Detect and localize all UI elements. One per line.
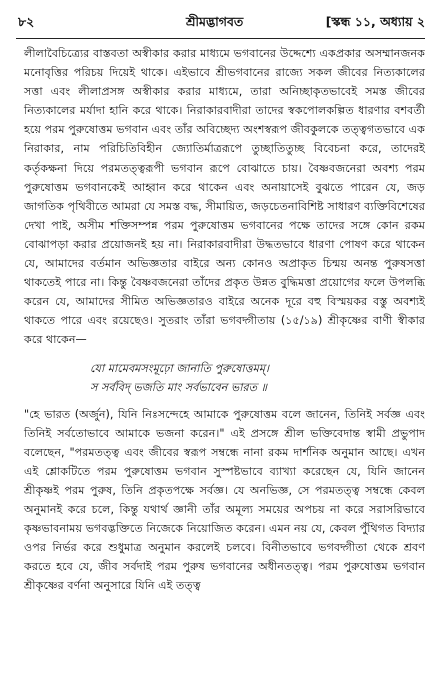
header-rule <box>16 38 425 39</box>
paragraph: "হে ভারত (অর্জুন), যিনি নিঃসন্দেহে আমাকে পুরুষোত্তম বলে জানেন, তিনিই সর্বজ্ঞ এবং তিনিই সর্বতোভাবে আমাকে ভজনা করেন।" এই প্রসঙ্গে শ্রীল ভক্তিবেদান্ত স্বামী প্রভুপাদ বলেছেন, "পরমতত্ত্ব এবং জীবের স্বরূপ সম্বন্ধে নানা রকম দার্শনিক অনুমান আছে। এখন এই শ্লোকটিতে পরম পুরুষোত্তম ভগবান সুস্পষ্টভাবে ব্যাখ্যা করেছেন যে, যিনি জানেন শ্রীকৃষ্ণই পরম পুরুষ, তিনি প্রকৃতপক্ষে সর্বজ্ঞ। যে অনভিজ্ঞ, সে পরমতত্ত্ব সম্বন্ধে কেবল অনুমানই করে চলে, কিন্তু যথার্থ জ্ঞানী তাঁর অমূল্য সময়ের অপচয় না করে সরাসরিভাবে কৃষ্ণভাবনাময় ভগবদ্ভক্তিতে নিজেকে নিয়োজিত করেন। এমন নয় যে, কেবল পুঁথিগত বিদ্যার ওপর নির্ভর করে শুধুমাত্র অনুমান করলেই চলবে। বিনীতভাবে ভগবদ্গীতা থেকে শ্রবণ করতে হবে যে, জীব সর্বদাই পরম পুরুষ ভগবানের অধীনতত্ত্ব। পরম পুরুষোত্তম ভগবান শ্রীকৃষ্ণের বর্ণনা অনুসারে যিনি এই তত্ত্ব <box>24 407 425 593</box>
running-title: শ্রীমদ্ভাগবত <box>186 14 244 29</box>
page-header <box>18 14 425 34</box>
sanskrit-verse <box>24 359 425 397</box>
section-reference: [স্কন্ধ ১১, অধ্যায় ২ <box>325 14 425 29</box>
verse-line: যো মামেবমসংমূঢ়ো জানাতি পুরুষোত্তমম্। <box>90 361 270 375</box>
page-body <box>24 44 425 595</box>
page-number: ৮২ <box>18 14 35 29</box>
paragraph: লীলাবৈচিত্র্যের বাস্তবতা অস্বীকার করার মাধ্যমে ভগবানের উদ্দেশ্যে একপ্রকার অসম্মানজনক মনোবৃত্তির পরিচয় দিয়েই থাকে। এইভাবে শ্রীভগবানের রাজ্যে সকল জীবের নিত্যকালের সত্তা এবং লীলাপ্রসঙ্গ অস্বীকার করার মাধ্যমে, তারা অনিচ্ছাকৃতভাবেই সমস্ত জীবের নিত্যকালের মর্যাদা হানি করে থাকে। নিরাকারবাদীরা তাদের স্বকপোলকল্পিত ধারণার বশবর্তী হয়ে পরম পুরুষোত্তম ভগবান এবং তাঁর অবিচ্ছেদ্য অংশস্বরূপ জীবকুলকে তত্ত্বগতভাবে এক নিরাকার, নাম পরিচিতিবিহীন জ্যোতির্মাত্ররূপে তুচ্ছাতিতুচ্ছ বিবেচনা করে, তাদেরই কর্তৃকক্ষনা দিয়ে পরমতত্ত্বরূপী ভগবান রূপে বোঝাতে চায়। বৈষ্ণবজনেরা অবশ্য পরম পুরুষোত্তম ভগবানকেই আহ্বান করে থাকেন এবং অনায়াসেই বুঝতে পারেন যে, জড় জাগতিক পৃথিবীতে আমরা যে সমস্ত বদ্ধ, সীমায়িত, জড়চেতনাবিশিষ্ট সাধারণ ব্যক্তিবিশেষের দেখা পাই, অসীম শক্তিসম্পন্ন পরম পুরুষোত্তম ভগবানের পক্ষে তাদের সঙ্গে কোন রকম বোঝাপড়া করার প্রয়োজনই হয় না। নিরাকারবাদীরা উদ্ধতভাবে ধারণা পোষণ করে থাকেন যে, আমাদের বর্তমান অভিজ্ঞতার বাইরে অন্য কোনও অপ্রাকৃত চিন্ময় অনন্ত পুরুষসত্তা থাকতেই পারে না। কিন্তু বৈষ্ণবজনেরা তাঁদের প্রকৃত উন্নত বুদ্ধিমত্তা প্রয়োগের ফলে উপলব্ধি করেন যে, আমাদের সীমিত অভিজ্ঞতারও বাইরে অনেক দূরে বহু বিস্ময়কর বস্তু অবশ্যই থাকতে পারে এবং রয়েছেও। সুতরাং তাঁরা ভগবদ্গীতায় (১৫/১৯) শ্রীকৃষ্ণের বাণী স্বীকার করে থাকেন— <box>24 47 425 347</box>
verse-line: স সর্ববিদ্ ভজতি মাং সর্বভাবেন ভারত ॥ <box>90 380 267 394</box>
